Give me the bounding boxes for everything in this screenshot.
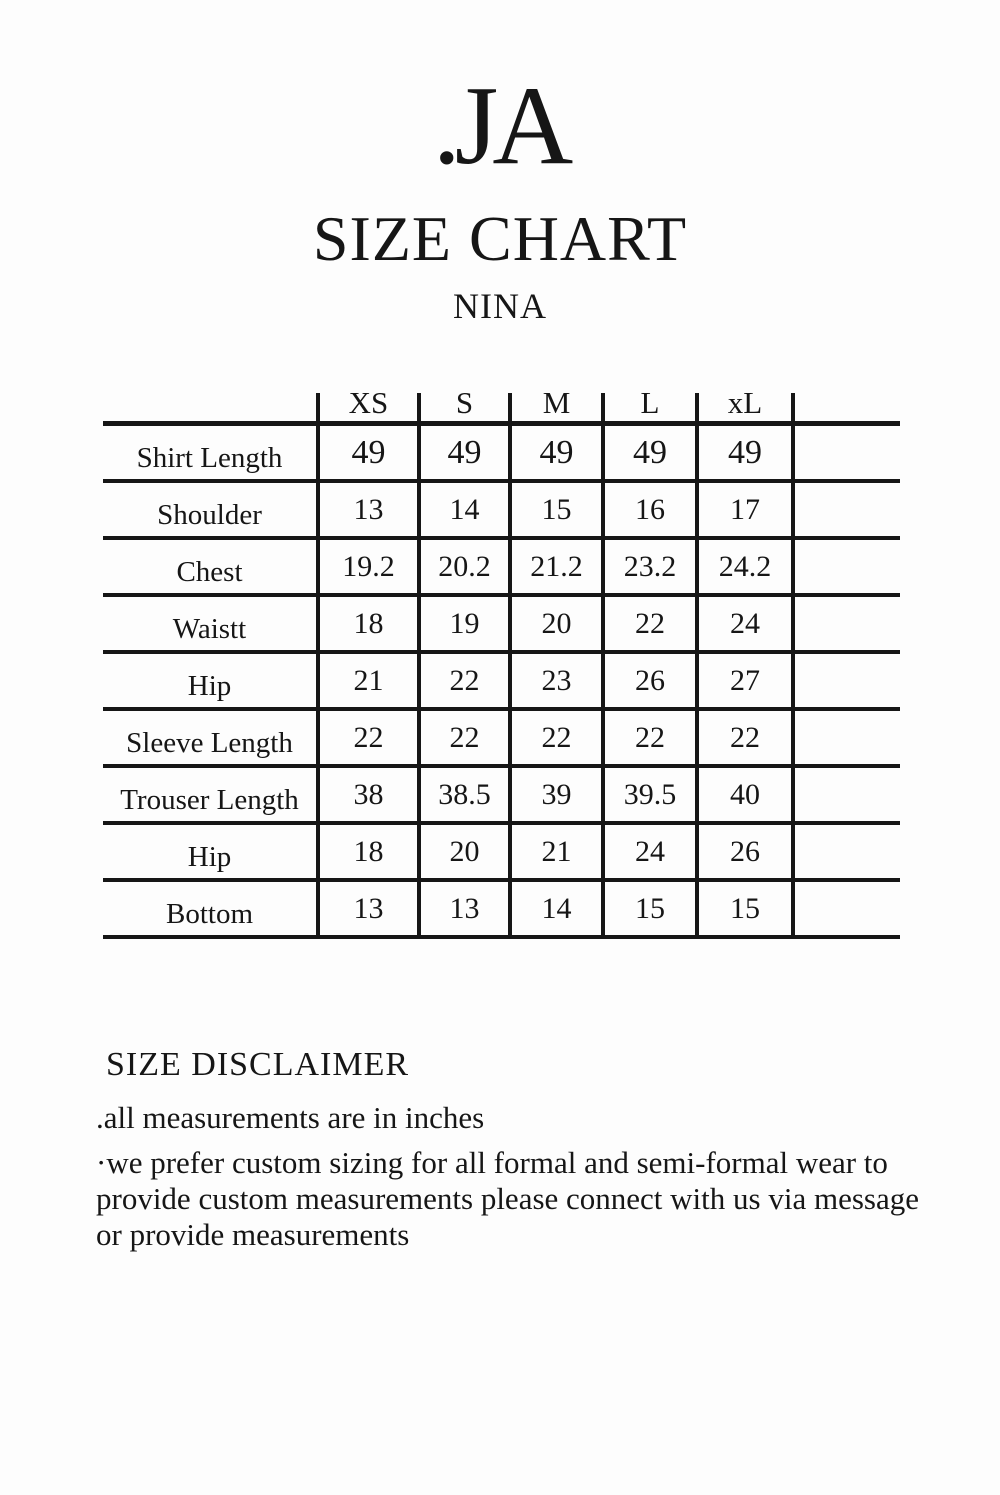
size-value: 20.2 bbox=[417, 540, 508, 593]
size-value: 26 bbox=[601, 654, 695, 707]
size-value: 38 bbox=[316, 768, 417, 821]
size-value: 15 bbox=[695, 882, 791, 935]
disclaimer-line: or provide measurements bbox=[96, 1217, 410, 1252]
product-name: NINA bbox=[453, 286, 547, 326]
column-header-xs: XS bbox=[316, 393, 417, 421]
size-value: 16 bbox=[601, 483, 695, 536]
size-value: 22 bbox=[417, 654, 508, 707]
size-value: 21.2 bbox=[508, 540, 601, 593]
size-value: 49 bbox=[316, 426, 417, 479]
size-table bbox=[103, 385, 900, 939]
size-disclaimer-section bbox=[96, 1100, 926, 1253]
size-value: 39.5 bbox=[601, 768, 695, 821]
size-value: 15 bbox=[601, 882, 695, 935]
size-value: 49 bbox=[695, 426, 791, 479]
size-value: 13 bbox=[316, 483, 417, 536]
size-value: 39 bbox=[508, 768, 601, 821]
empty-cell bbox=[791, 540, 900, 593]
size-value: 24.2 bbox=[695, 540, 791, 593]
disclaimer-heading: SIZE DISCLAIMER bbox=[106, 1046, 410, 1083]
size-value: 22 bbox=[695, 711, 791, 764]
column-header-empty bbox=[791, 393, 900, 421]
table-row bbox=[103, 768, 900, 825]
column-header-l: L bbox=[601, 393, 695, 421]
size-value: 24 bbox=[695, 597, 791, 650]
disclaimer-line: .all measurements are in inches bbox=[96, 1100, 485, 1135]
table-row bbox=[103, 483, 900, 540]
size-value: 21 bbox=[508, 825, 601, 878]
table-body bbox=[103, 426, 900, 939]
column-header-m: M bbox=[508, 393, 601, 421]
empty-cell bbox=[791, 711, 900, 764]
size-value: 27 bbox=[695, 654, 791, 707]
size-value: 18 bbox=[316, 825, 417, 878]
size-value: 22 bbox=[508, 711, 601, 764]
size-value: 22 bbox=[417, 711, 508, 764]
empty-cell bbox=[791, 483, 900, 536]
table-header-row bbox=[103, 385, 900, 426]
table-row bbox=[103, 654, 900, 711]
size-value: 24 bbox=[601, 825, 695, 878]
size-value: 19 bbox=[417, 597, 508, 650]
size-value: 20 bbox=[508, 597, 601, 650]
size-value: 49 bbox=[601, 426, 695, 479]
page-title: SIZE CHART bbox=[312, 203, 688, 274]
empty-cell bbox=[791, 597, 900, 650]
disclaimer-line: ·we prefer custom sizing for all formal and semi-formal wear to bbox=[96, 1145, 888, 1180]
disclaimer-line: provide custom measurements please connect with us via message bbox=[96, 1181, 919, 1216]
size-value: 14 bbox=[417, 483, 508, 536]
size-value: 26 bbox=[695, 825, 791, 878]
row-label: Sleeve Length bbox=[126, 727, 293, 759]
row-label: Bottom bbox=[165, 898, 253, 930]
size-value: 18 bbox=[316, 597, 417, 650]
column-header-xl: xL bbox=[695, 393, 791, 421]
size-value: 15 bbox=[508, 483, 601, 536]
size-value: 19.2 bbox=[316, 540, 417, 593]
row-label: Chest bbox=[176, 556, 243, 588]
empty-cell bbox=[791, 426, 900, 479]
size-value: 21 bbox=[316, 654, 417, 707]
size-value: 40 bbox=[695, 768, 791, 821]
empty-cell bbox=[791, 768, 900, 821]
size-value: 22 bbox=[601, 597, 695, 650]
table-row bbox=[103, 825, 900, 882]
row-label: Hip bbox=[187, 670, 232, 702]
size-value: 20 bbox=[417, 825, 508, 878]
row-label: Shoulder bbox=[157, 499, 262, 531]
size-value: 23 bbox=[508, 654, 601, 707]
size-value: 22 bbox=[601, 711, 695, 764]
size-value: 23.2 bbox=[601, 540, 695, 593]
row-label: Trouser Length bbox=[120, 784, 299, 816]
size-value: 49 bbox=[508, 426, 601, 479]
size-value: 14 bbox=[508, 882, 601, 935]
table-row bbox=[103, 540, 900, 597]
column-header-s: S bbox=[417, 393, 508, 421]
size-value: 49 bbox=[417, 426, 508, 479]
size-value: 13 bbox=[417, 882, 508, 935]
size-value: 22 bbox=[316, 711, 417, 764]
table-row bbox=[103, 597, 900, 654]
table-row bbox=[103, 426, 900, 483]
table-row bbox=[103, 882, 900, 939]
row-label: Waistt bbox=[172, 613, 247, 645]
row-label: Hip bbox=[187, 841, 232, 873]
empty-cell bbox=[791, 654, 900, 707]
column-header-empty bbox=[103, 393, 316, 421]
size-value: 17 bbox=[695, 483, 791, 536]
table-row bbox=[103, 711, 900, 768]
empty-cell bbox=[791, 882, 900, 935]
row-label: Shirt Length bbox=[136, 442, 283, 474]
size-value: 38.5 bbox=[417, 768, 508, 821]
brand-logo: .JA bbox=[432, 64, 568, 188]
empty-cell bbox=[791, 825, 900, 878]
size-value: 13 bbox=[316, 882, 417, 935]
